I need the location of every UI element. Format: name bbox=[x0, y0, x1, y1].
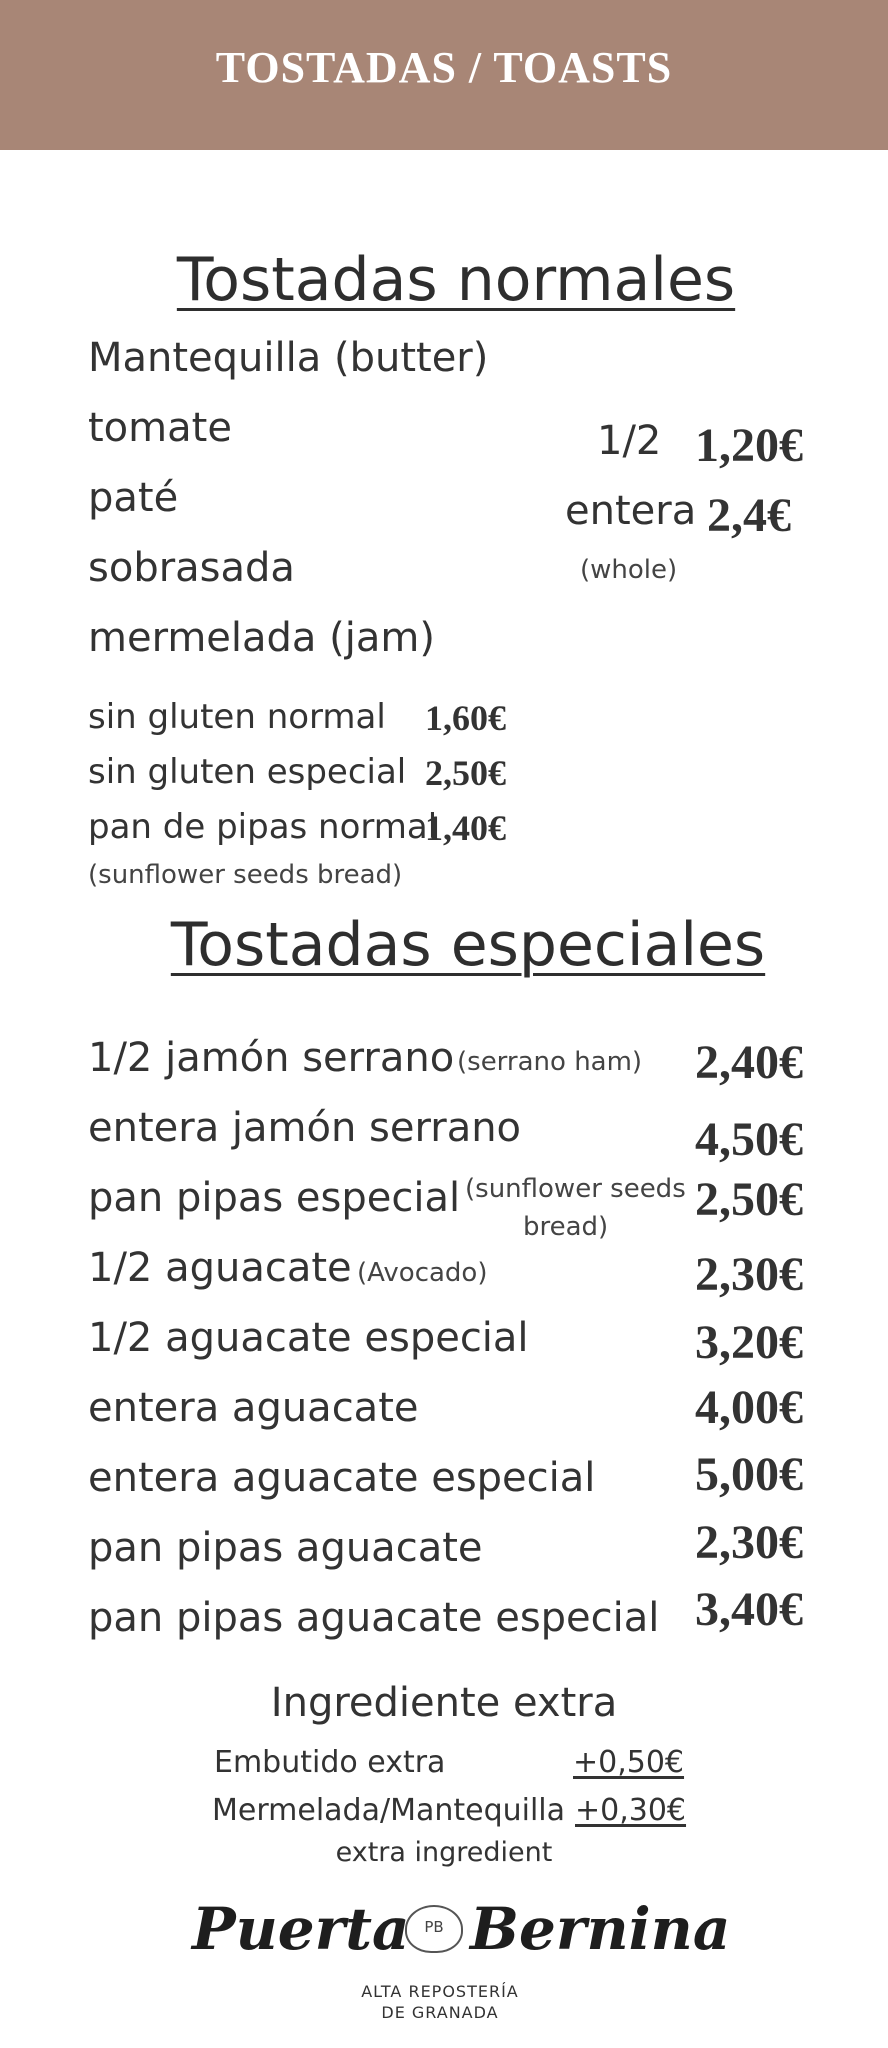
pipas-note: (sunflower seeds bread) bbox=[88, 860, 403, 890]
special-item-label: entera jamón serrano bbox=[88, 1105, 522, 1151]
special-item-price: 2,30€ bbox=[695, 1248, 803, 1301]
normal-item: sobrasada bbox=[88, 545, 295, 591]
pipas-normal-price: 1,40€ bbox=[425, 808, 506, 848]
special-item-label: 1/2 aguacate bbox=[88, 1245, 352, 1291]
special-item-label: pan pipas aguacate bbox=[88, 1525, 483, 1571]
special-item-label: entera aguacate bbox=[88, 1385, 419, 1431]
logo-word-puerta: Puerta bbox=[192, 1895, 410, 1963]
special-item-note: (serrano ham) bbox=[457, 1047, 643, 1077]
special-item-label: 1/2 jamón serrano bbox=[88, 1035, 455, 1081]
extra-ingredient-subtitle: extra ingredient bbox=[335, 1837, 553, 1868]
half-price: 1,20€ bbox=[695, 419, 803, 472]
logo-tagline-1: ALTA REPOSTERÍA bbox=[361, 1982, 519, 2001]
gluten-especial-label: sin gluten especial bbox=[88, 752, 407, 792]
special-item-price: 4,00€ bbox=[695, 1381, 803, 1434]
logo-badge-icon: PB bbox=[405, 1905, 463, 1953]
extra-item-label: Mermelada/Mantequilla bbox=[212, 1793, 566, 1828]
gluten-normal-price: 1,60€ bbox=[425, 698, 506, 738]
special-item-note: (Avocado) bbox=[357, 1258, 488, 1288]
extra-item-label: Embutido extra bbox=[214, 1745, 446, 1780]
whole-price: 2,4€ bbox=[707, 489, 791, 542]
whole-note: (whole) bbox=[580, 555, 678, 585]
section-title-especiales: Tostadas especiales bbox=[170, 910, 766, 980]
whole-label: entera bbox=[565, 488, 697, 534]
special-item-price: 2,50€ bbox=[695, 1173, 803, 1226]
special-item-price: 3,20€ bbox=[695, 1316, 803, 1369]
brand-logo bbox=[180, 1895, 731, 1965]
extra-item-price: +0,50€ bbox=[573, 1745, 685, 1780]
special-item-note-cont: bread) bbox=[523, 1212, 609, 1242]
special-item-label: pan pipas aguacate especial bbox=[88, 1595, 660, 1641]
normal-item: paté bbox=[88, 475, 179, 521]
extra-item-price: +0,30€ bbox=[575, 1793, 687, 1828]
header-banner bbox=[0, 0, 888, 150]
special-item-label: 1/2 aguacate especial bbox=[88, 1315, 529, 1361]
half-label: 1/2 bbox=[597, 418, 662, 464]
special-item-price: 4,50€ bbox=[695, 1113, 803, 1166]
normal-item: tomate bbox=[88, 405, 232, 451]
normal-item: mermelada (jam) bbox=[88, 615, 435, 661]
special-item-price: 2,40€ bbox=[695, 1036, 803, 1089]
special-item-label: pan pipas especial bbox=[88, 1175, 461, 1221]
normal-item: Mantequilla (butter) bbox=[88, 335, 489, 381]
gluten-normal-label: sin gluten normal bbox=[88, 697, 386, 737]
special-item-label: entera aguacate especial bbox=[88, 1455, 596, 1501]
special-item-note: (sunflower seeds bbox=[465, 1174, 686, 1204]
extra-ingredient-title: Ingrediente extra bbox=[270, 1680, 618, 1726]
gluten-especial-price: 2,50€ bbox=[425, 753, 506, 793]
section-title-normales: Tostadas normales bbox=[176, 245, 736, 315]
special-item-price: 5,00€ bbox=[695, 1448, 803, 1501]
logo-tagline-2: DE GRANADA bbox=[381, 2003, 499, 2022]
special-item-price: 2,30€ bbox=[695, 1516, 803, 1569]
special-item-price: 3,40€ bbox=[695, 1583, 803, 1636]
logo-word-bernina: Bernina bbox=[470, 1895, 731, 1963]
page-title: TOSTADAS / TOASTS bbox=[215, 43, 673, 92]
pipas-normal-label: pan de pipas normal bbox=[88, 807, 438, 847]
